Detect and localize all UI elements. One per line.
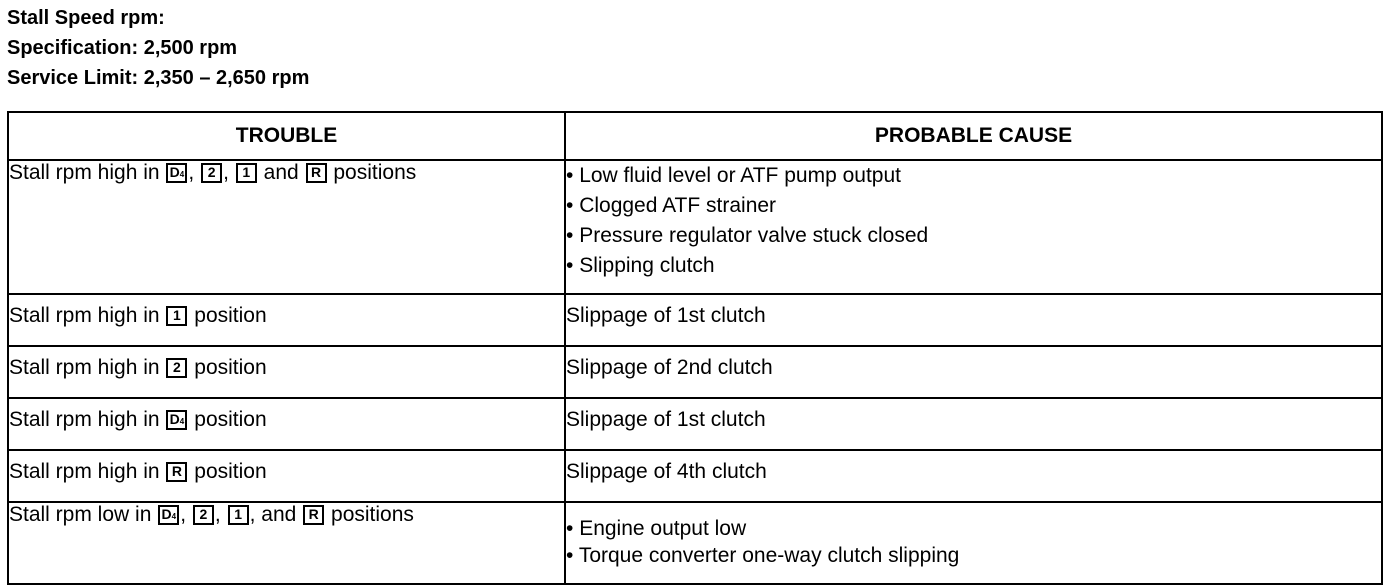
trouble-suffix: position xyxy=(194,356,267,379)
table-header-row xyxy=(8,112,1382,160)
cause-cell: Slippage of 2nd clutch xyxy=(565,346,1382,398)
table-row xyxy=(8,450,1382,502)
cause-item: • Engine output low xyxy=(566,515,1381,542)
trouble-cell: Stall rpm high in D4 , 2 , 1 and R positions xyxy=(8,160,565,294)
cause-cell: Slippage of 1st clutch xyxy=(565,398,1382,450)
position-d4-badge: D4 xyxy=(166,410,187,430)
stall-speed-spec xyxy=(7,3,309,93)
trouble-suffix: position xyxy=(194,460,267,483)
position-2-badge: 2 xyxy=(193,505,214,525)
header-trouble: TROUBLE xyxy=(8,112,565,160)
cause-cell: Slippage of 1st clutch xyxy=(565,294,1382,346)
spec-title: Stall Speed rpm: xyxy=(7,7,165,29)
spec-specification: Specification: 2,500 rpm xyxy=(7,37,238,59)
trouble-text: Stall rpm high in xyxy=(9,161,160,184)
cause-cell xyxy=(565,160,1382,294)
table-row xyxy=(8,502,1382,584)
trouble-cell xyxy=(8,398,565,450)
table-row xyxy=(8,294,1382,346)
trouble-suffix: positions xyxy=(331,503,414,526)
cause-list xyxy=(566,515,1381,569)
table-row xyxy=(8,398,1382,450)
spec-service-limit: Service Limit: 2,350 – 2,650 rpm xyxy=(7,67,310,89)
trouble-cell xyxy=(8,346,565,398)
trouble-and: and xyxy=(263,161,299,184)
trouble-text: Stall rpm high in xyxy=(9,460,160,483)
cause-item: • Torque converter one-way clutch slipping xyxy=(566,542,1381,569)
position-r-badge: R xyxy=(306,163,327,183)
position-1-badge: 1 xyxy=(228,505,249,525)
cause-item: • Clogged ATF strainer xyxy=(566,191,1381,221)
trouble-and: , and xyxy=(249,503,297,526)
trouble-text: Stall rpm high in xyxy=(9,408,160,431)
position-1-badge: 1 xyxy=(236,163,257,183)
trouble-cell xyxy=(8,294,565,346)
trouble-suffix: position xyxy=(194,304,267,327)
cause-cell: Slippage of 4th clutch xyxy=(565,450,1382,502)
position-2-badge: 2 xyxy=(166,358,187,378)
trouble-cell xyxy=(8,450,565,502)
cause-cell xyxy=(565,502,1382,584)
table-row xyxy=(8,160,1382,294)
trouble-suffix: positions xyxy=(333,161,417,184)
trouble-text: Stall rpm low in xyxy=(9,503,152,526)
position-1-badge: 1 xyxy=(166,306,187,326)
cause-list xyxy=(566,161,1381,281)
table-row xyxy=(8,346,1382,398)
trouble-text: Stall rpm high in xyxy=(9,304,160,327)
position-r-badge: R xyxy=(303,505,324,525)
trouble-cell: Stall rpm low in D4 , 2 , 1 , and R positions xyxy=(8,502,565,584)
cause-item: • Pressure regulator valve stuck closed xyxy=(566,221,1381,251)
position-2-badge: 2 xyxy=(201,163,222,183)
cause-item: • Low fluid level or ATF pump output xyxy=(566,161,1381,191)
header-probable-cause: PROBABLE CAUSE xyxy=(565,112,1382,160)
trouble-table xyxy=(7,111,1383,585)
position-r-badge: R xyxy=(166,462,187,482)
position-d4-badge: D4 xyxy=(158,505,179,525)
trouble-text: Stall rpm high in xyxy=(9,356,160,379)
cause-item: • Slipping clutch xyxy=(566,251,1381,281)
position-d4-badge: D4 xyxy=(166,163,187,183)
trouble-suffix: position xyxy=(194,408,267,431)
